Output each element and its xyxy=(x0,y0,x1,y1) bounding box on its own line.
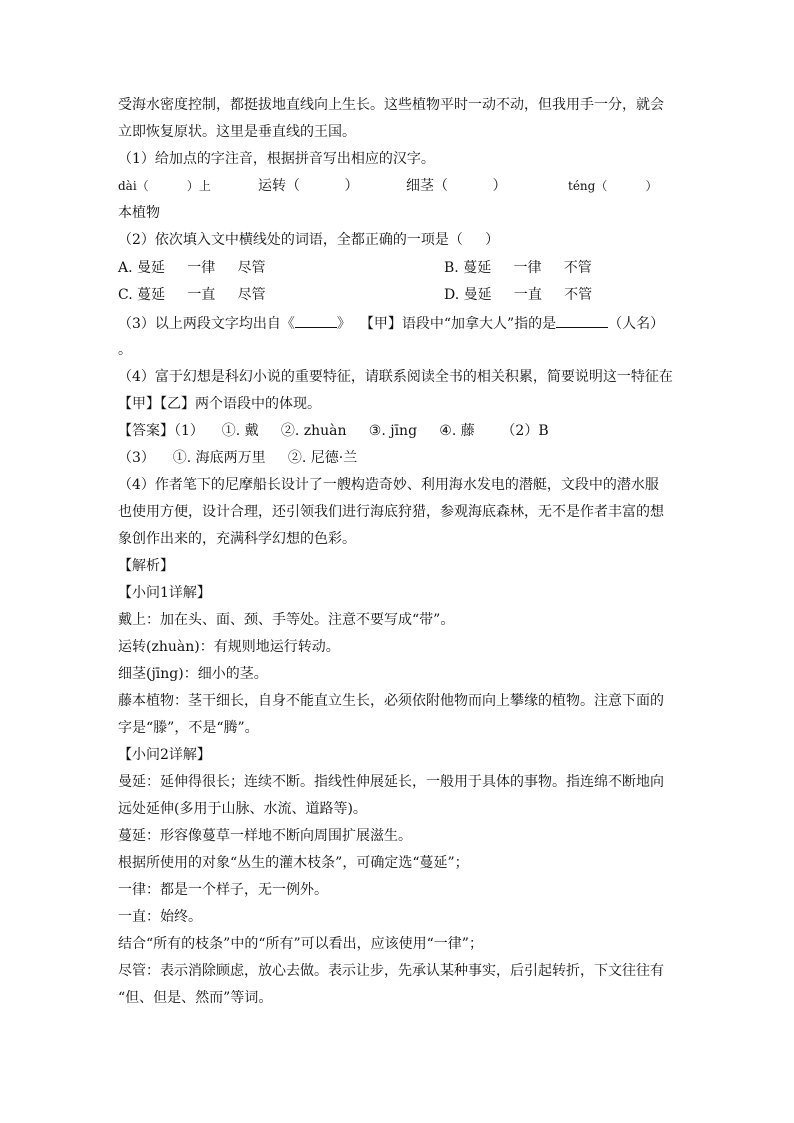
text: （人名） xyxy=(608,316,665,332)
answer-line xyxy=(118,475,678,495)
text: 运转(zhuàn)：有规则地运行转动。 xyxy=(118,639,340,655)
passage-line xyxy=(118,122,678,142)
text: 远处延伸(多用于山脉、水流、道路等)。 xyxy=(118,801,367,817)
text: （4）作者笔下的尼摩船长设计了一艘构造奇妙、利用海水发电的潜艇，文段中的潜水服 xyxy=(118,477,659,493)
text: 也使用方便，设计合理，还引领我们进行海底狩猎，参观海底森林，无不是作者丰富的想 xyxy=(118,504,664,520)
analysis-line xyxy=(118,907,678,927)
option-b: B. 蔓延 一律 不管 xyxy=(444,260,592,276)
text: 【小问1详解】 xyxy=(118,585,211,601)
text: 》 【甲】语段中“加拿大人”指的是 xyxy=(336,316,557,332)
text: 【解析】 xyxy=(118,558,174,574)
answer-line xyxy=(118,421,678,441)
option-c: C. 蔓延 一直 尽管 xyxy=(118,287,266,303)
analysis-line xyxy=(118,799,678,819)
analysis-line xyxy=(118,664,678,684)
text: 结合“所有的枝条”中的“所有”可以看出，应该使用“一律”； xyxy=(118,936,483,952)
passage-line xyxy=(118,95,678,115)
text: （4）富于幻想是科幻小说的重要特征，请联系阅读全书的相关积累，简要说明这一特征在 xyxy=(118,369,673,385)
text: 【甲】【乙】两个语段中的体现。 xyxy=(118,396,321,412)
answer-blank[interactable] xyxy=(295,313,337,328)
analysis-line xyxy=(118,988,678,1008)
text: 立即恢复原状。这里是垂直线的王国。 xyxy=(118,124,356,140)
analysis-line xyxy=(118,961,678,981)
question-4-line xyxy=(118,394,678,414)
analysis-line xyxy=(118,691,678,711)
question-2-stem xyxy=(118,230,678,250)
answer-blank[interactable] xyxy=(556,313,608,328)
text: 象创作出来的，充满科学幻想的色彩。 xyxy=(118,531,356,547)
subquestion-header xyxy=(118,745,678,765)
analysis-line xyxy=(118,934,678,954)
text: 一律：都是一个样子，无一例外。 xyxy=(118,882,328,898)
text: 藤本植物：茎干细长，自身不能直立生长，必须依附他物而向上攀缘的植物。注意下面的 xyxy=(118,693,664,709)
question-1-tail xyxy=(118,203,678,223)
text: 受海水密度控制，都挺拔地直线向上生长。这些植物平时一动不动，但我用手一分，就会 xyxy=(118,97,664,113)
analysis-line xyxy=(118,637,678,657)
analysis-line xyxy=(118,853,678,873)
text: 根据所使用的对象“丛生的灌木枝条”，可确定选“蔓延”； xyxy=(118,855,469,871)
text: （1）给加点的字注音，根据拼音写出相应的汉字。 xyxy=(118,151,435,167)
text: 尽管：表示消除顾虑，放心去做。表示让步，先承认某种事实，后引起转折，下文往往有 xyxy=(118,963,664,979)
text: 蔓延：形容像蔓草一样地不断向周围扩展滋生。 xyxy=(118,828,412,844)
question-1-stem xyxy=(118,149,678,169)
analysis-line xyxy=(118,880,678,900)
text: 细茎(jīng)：细小的茎。 xyxy=(118,666,268,682)
text: （2）依次填入文中横线处的词语，全都正确的一项是（ ） xyxy=(118,232,500,248)
text: （3） ①. 海底两万里 ②. 尼德·兰 xyxy=(118,450,358,466)
answer-line xyxy=(118,529,678,549)
text: 字是“滕”，不是“腾”。 xyxy=(118,720,259,736)
text: （3）以上两段文字均出自《 xyxy=(118,316,295,332)
analysis-line xyxy=(118,772,678,792)
analysis-line xyxy=(118,718,678,738)
text: 【小问2详解】 xyxy=(118,747,211,763)
analysis-header xyxy=(118,556,678,576)
text: 一直：始终。 xyxy=(118,909,202,925)
word-item: 运转（ ） xyxy=(258,178,359,194)
text: 本植物 xyxy=(118,205,160,221)
question-3-stem xyxy=(118,313,678,334)
text: 【答案】（1） ①. 戴 ②. zhuàn ③. jīng ④. 藤 （2）B xyxy=(118,423,549,439)
pinyin-item: dài（ ）上 xyxy=(118,179,211,193)
pinyin-item: téng（ ） xyxy=(568,179,658,193)
answer-line xyxy=(118,502,678,522)
subquestion-header xyxy=(118,583,678,603)
word-item: 细茎（ ） xyxy=(406,178,507,194)
option-a: A. 曼延 一律 尽管 xyxy=(118,260,266,276)
text: “但、但是、然而”等词。 xyxy=(118,990,273,1006)
text: 曼延：延伸得很长；连续不断。指线性伸展延长，一般用于具体的事物。指连绵不断地向 xyxy=(118,774,664,790)
question-4-line xyxy=(118,367,678,387)
answer-line xyxy=(118,448,678,468)
text: 戴上：加在头、面、颈、手等处。注意不要写成“带”。 xyxy=(118,612,455,628)
analysis-line xyxy=(118,610,678,630)
text: 。 xyxy=(118,342,132,358)
option-d: D. 曼延 一直 不管 xyxy=(444,287,593,303)
analysis-line xyxy=(118,826,678,846)
question-3-tail xyxy=(118,340,678,360)
